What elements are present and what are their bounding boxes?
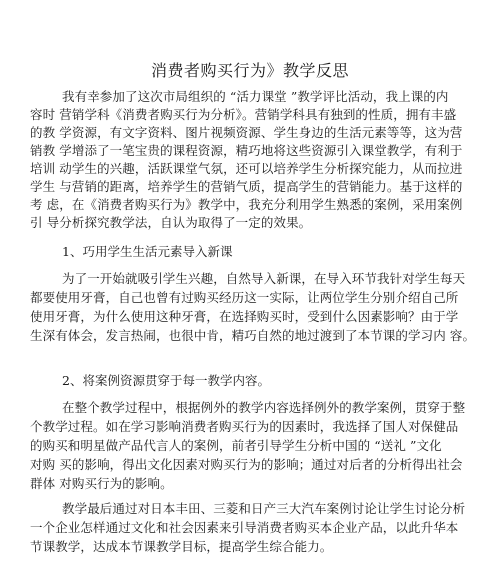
paragraph-2-line-3: 使用牙膏，为什么使用这种牙膏，在选择购买时，受到什么因素影响？由于学 xyxy=(30,309,459,324)
paragraph-2-line-1: 为了一开始就吸引学生兴趣，自然导入新课，在导入环节我针对学生每天 xyxy=(62,271,466,286)
paragraph-1-line-6: 学生 与营销的距离，培养学生的营销气质，提高学生的营销能力。基于这样的 xyxy=(30,179,463,194)
paragraph-1-line-7: 考 虑，在《消费者购买行为》教学中，我充分利用学生熟悉的案例，采用案例 xyxy=(30,197,463,212)
section-heading-1: 1、巧用学生生活元素导入新课 xyxy=(62,244,233,259)
paragraph-3-line-2: 个教学过程。如在学习影响消费者购买行为的因素时，我选择了国人对保健品 xyxy=(30,419,459,434)
paragraph-1-line-3: 的教 学资源，有文字资料、图片视频资源、学生身边的生活元素等等，这为营 xyxy=(30,125,463,140)
paragraph-1-line-2: 容时 营销学科《消费者购买行为分析》。营销学科具有独到的性质，拥有丰盛 xyxy=(30,107,457,122)
section-heading-2: 2、将案例资源贯穿于每一教学内容。 xyxy=(62,373,270,388)
document-title: 消费者购买行为》教学反思 xyxy=(150,61,349,80)
paragraph-3-line-3: 的购买和明星做产品代言人的案例，前者引导学生分析中国的 “送礼 ”文化 xyxy=(30,438,442,453)
paragraph-3-line-4: 对购 买的影响，得出文化因素对购买行为的影响；通过对后者的分析得出社会 xyxy=(30,457,463,472)
paragraph-2-line-4: 生深有体会，发言热闹，也很中肯，精巧自然的地过渡到了本节课的学习内 容。 xyxy=(30,328,476,343)
paragraph-1-line-8: 引 导分析探究教学法，自认为取得了一定的效果。 xyxy=(30,215,312,230)
paragraph-1-line-5: 培训 动学生的兴趣，活跃课堂气氛，还可以培养学生分析探究能力，从而拉进 xyxy=(30,161,463,176)
paragraph-3-line-1: 在整个教学过程中，根据例外的教学内容选择例外的教学案例，贯穿于整 xyxy=(62,400,466,415)
paragraph-4-line-3: 节课教学，达成本节课教学目标，提高学生综合能力。 xyxy=(30,539,333,554)
paragraph-2-line-2: 都要使用牙膏，自己也曾有过购买经历这一实际，让两位学生分别介绍自己所 xyxy=(30,290,459,305)
paragraph-3-line-5: 群体 对购买行为的影响。 xyxy=(30,476,173,491)
paragraph-1-line-4: 销教 学增添了一笔宝贵的课程资源，精巧地将这些资源引入课堂教学，有利于 xyxy=(30,143,463,158)
paragraph-1-line-1: 我有幸参加了这次市局组织的 “活力课堂 ”教学评比活动，我上课的内 xyxy=(62,89,449,104)
paragraph-4-line-1: 教学最后通过对日本丰田、三菱和日产三大汽车案例讨论让学生讨论分析 xyxy=(62,501,466,516)
paragraph-4-line-2: 一个企业怎样通过文化和社会因素来引导消费者购买本企业产品，以此升华本 xyxy=(30,520,459,535)
